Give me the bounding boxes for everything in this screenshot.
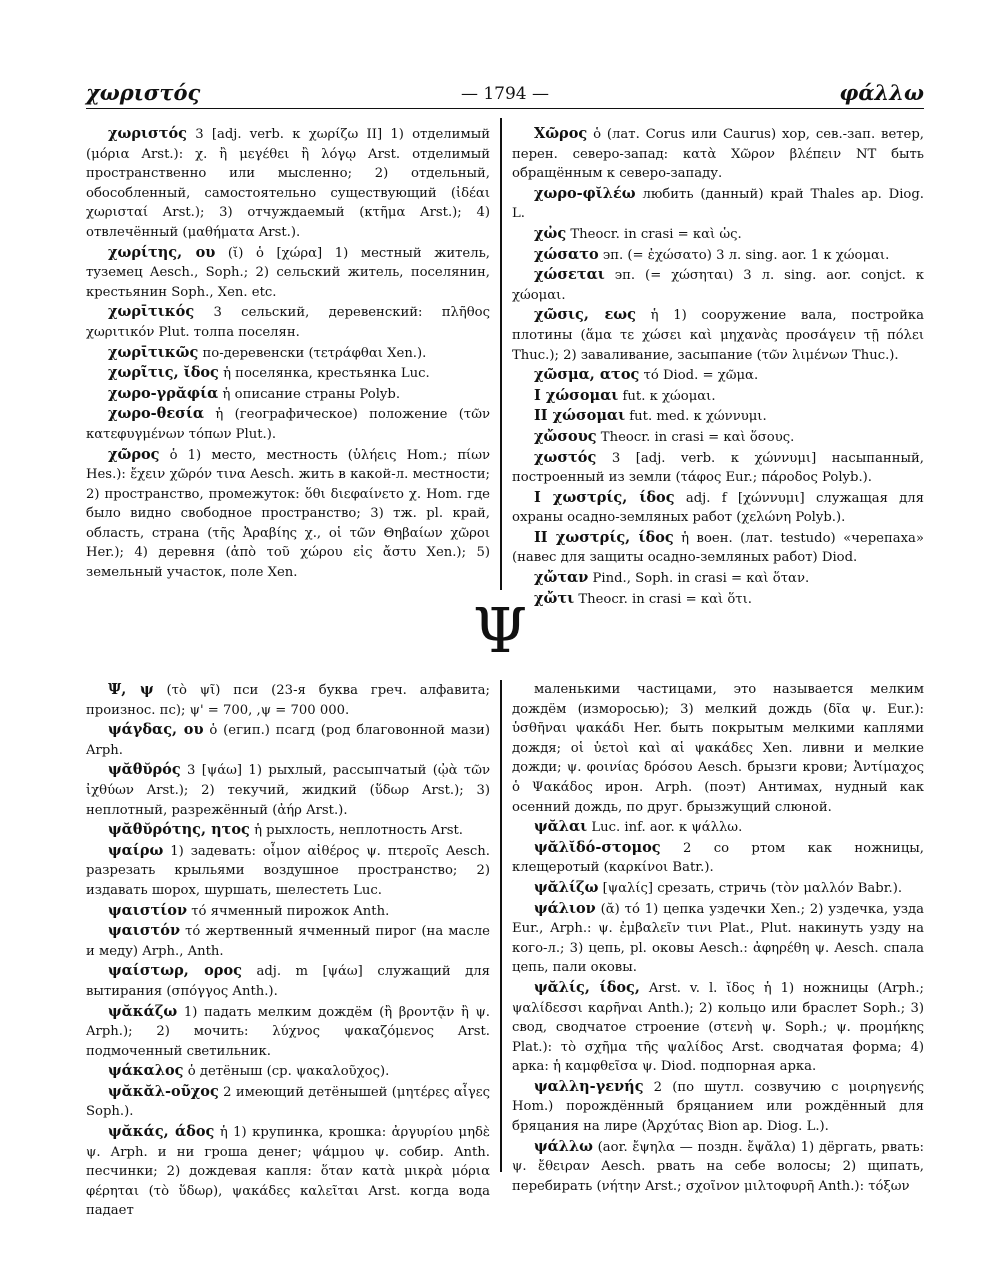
entry-headword: ψᾰλίζω (534, 878, 599, 896)
entry-text: ἡ 1) сооружение вала, постройка плотины (ἅμα τε χώσει καὶ μηχανὰς προσάγειν τῇ πόλει Thuc.); 2) заваливание, засыпание (τῶν λιμένων Thuc.). (512, 308, 924, 363)
section-letter: Ψ (472, 594, 528, 667)
entry-text: Arst. v. l. ῐδος ἡ 1) ножницы (Arph.; ψαλίδεσσι καρῆναι Anth.); 2) кольцо или браслет Soph.; 3) свод, сводчатое строение (στενὴ ψ. Soph.; ψ. προμήκης Plat.): τὸ σχῆμα τῆς ψαλίδος Arst. сводчатая форма; 4) арка: ἡ καμφθεῖσα ψ. Diod. подпорная арка. (512, 980, 924, 1075)
entry-text: любить (данный) край Thales ap. Diog. L. (512, 186, 924, 222)
dictionary-entry (512, 365, 924, 386)
column-bottom-right (512, 680, 924, 1194)
dictionary-entry (512, 899, 924, 978)
entry-text: τό ячменный пирожок Anth. (187, 903, 390, 919)
dictionary-entry (86, 384, 490, 405)
entry-headword: χωρο-γρᾰφία (108, 384, 219, 402)
column-bottom-left (86, 680, 491, 1219)
column-divider-bottom (500, 680, 502, 1172)
dictionary-entry (86, 921, 490, 961)
entry-headword: χὤσους (534, 427, 597, 445)
entry-headword: ψαίρω (108, 841, 164, 859)
dictionary-entry (512, 528, 924, 568)
dictionary-entry (512, 224, 924, 245)
dictionary-entry (86, 343, 490, 364)
dictionary-entry (86, 243, 490, 303)
entry-text: ὁ (лат. Corus или Caurus) хор, сев.-зап. ветер, перен. северо-запад: κατὰ Χῶρον βλέπειν NT быть обращённым к северо-западу. (512, 127, 924, 182)
entry-text: 2 (по шутл. созвучию с μοιρηγενής Hom.) порождённый бряцанием или рождённый для бряцания на лире (Ἀρχύτας Bion ap. Diog. L.). (512, 1079, 924, 1135)
entry-headword: χωρῑτικός (108, 303, 195, 321)
entry-text: fut. med. к χώννυμι. (625, 409, 767, 425)
column-divider-top (500, 118, 502, 590)
entry-headword: χωρο-θεσία (108, 405, 205, 423)
dictionary-entry (512, 265, 924, 305)
page-header (86, 80, 924, 109)
dictionary-entry (512, 245, 924, 266)
entry-headword: χὠς (534, 224, 567, 242)
dictionary-entry (86, 363, 490, 384)
dictionary-entry (512, 838, 924, 878)
entry-headword: ψᾰλαι (534, 818, 588, 836)
entry-headword: ψᾰθῠρότης, ητος (108, 821, 250, 839)
dictionary-entry (86, 760, 490, 820)
entry-text: ἡ 1) крупинка, крошка: ἀργυρίου μηδὲ ψ. Arph. и ни гроша денег; ψάμμου ψ. собир. Anth. песчинки; 2) дождевая капля: ὅταν κατὰ μικρὰ μόρια φέρηται (τὸ ὕδωρ), ψακάδες καλεῖται Arst. когда вода падает (86, 1125, 490, 1219)
entry-text: 1) задевать: οἶμον αἰθέρος ψ. πτεροῖς Aesch. разрезать крыльями воздушное пространство; 2) издавать шорох, шуршать, шелестеть Luc. (86, 843, 490, 898)
dictionary-entry (86, 901, 490, 922)
entry-text: fut. к χώομαι. (618, 388, 716, 404)
dictionary-entry (86, 302, 490, 342)
entry-headword: ψᾰλίς, ίδος, (534, 978, 640, 996)
entry-text: (ῐ) ὁ [χώρα] 1) местный житель, туземец Aesch., Soph.; 2) сельский житель, поселянин, крестьянин Soph., Xen. etc. (86, 245, 490, 300)
entry-headword: ψᾰκάζω (108, 1002, 178, 1020)
dictionary-entry (86, 680, 490, 720)
entry-headword: ψᾰλῐδό-στομος (534, 838, 661, 856)
dictionary-entry (512, 1077, 924, 1137)
entry-text: τό жертвенный ячменный пирог (на масле и меду) Arph., Anth. (86, 924, 490, 959)
entry-text: эп. (= χώσηται) 3 л. sing. aor. conjct. к χώομαι. (512, 268, 924, 303)
dictionary-entry (512, 427, 924, 448)
entry-headword: ψᾰθῠρός (108, 761, 181, 779)
entry-headword: I χωστρίς, ίδος (534, 488, 675, 506)
dictionary-entry (512, 878, 924, 899)
entry-headword: ψαλλη-γενής (534, 1077, 644, 1095)
dictionary-entry (512, 406, 924, 427)
entry-text: (τὸ ψῖ) пси (23-я буква греч. алфавита; произнос. пс); ψ' = 700, ,ψ = 700 000. (86, 683, 490, 718)
entry-text: Theocr. in crasi = καὶ ὅσους. (596, 429, 795, 445)
entry-text: 3 [ψάω] 1) рыхлый, рассыпчатый (ᾠὰ τῶν ἰχθύων Arst.); 2) текучий, жидкий (ὕδωρ Arst.); 3) неплотный, разрежённый (ἀήρ Arst.). (86, 763, 490, 818)
entry-headword: χωρῖτις, ῐδος (108, 364, 219, 382)
entry-headword: Χῶρος (534, 125, 588, 142)
dictionary-entry (512, 978, 924, 1077)
running-headword-right: φάλλω (839, 80, 924, 105)
dictionary-entry (512, 124, 924, 184)
entry-text: (aor. ἔψηλα — поздн. ἔψᾰλα) 1) дёргать, рвать: ψ. ἔθειραν Aesch. рвать на себе волосы; 2) щипать, перебирать (νήτην Arst.; σχοῖνον μιλτοφυρῆ Anth.): τόξων (512, 1139, 924, 1194)
entry-headword: ψαιστίον (108, 901, 188, 919)
entry-headword: ψάκαλος (108, 1062, 184, 1080)
entry-text: ὁ 1) место, местность (ὑλήεις Hom.; πίων Hes.): ἔχειν χῶρόν τινα Aesch. жить в какой-л. местности; 2) пространство, промежуток: ὅθι διεφαίνετο χ. Hom. где было видно свободное пространство; 3) тж. pl. край, область, страна (τῆς Ἀραβίης χ., οἱ τῶν Θηβαίων χῶροι Her.); 4) деревня (ἀπὸ τοῦ χώρου εἰς ἄστυ Xen.); 5) земельный участок, поле Xen. (86, 447, 490, 581)
entry-headword: ψάλλω (534, 1137, 593, 1155)
entry-text: ἡ (географическое) положение (τῶν κατεφυγμένων τόπων Plut.). (86, 407, 490, 442)
entry-headword: I χώσομαι (534, 386, 619, 404)
dictionary-entry (512, 386, 924, 407)
entry-text: ἡ воен. (лат. testudo) «черепаха» (навес для защиты осадно-земляных работ) Diod. (512, 530, 924, 566)
dictionary-entry (86, 404, 490, 444)
dictionary-entry (86, 961, 490, 1001)
entry-headword: II χώσομαι (534, 407, 626, 425)
column-top-left (86, 124, 490, 582)
dictionary-entry (86, 820, 490, 841)
entry-headword: χωρίτης, ου (108, 243, 216, 261)
entry-headword: ψᾰκάς, άδος (108, 1123, 215, 1141)
entry-text: adj. m [ψάω] служащий для вытирания (σπόγγος Anth.). (86, 964, 491, 999)
entry-headword: ψάγδας, ου (108, 721, 204, 739)
entry-headword: χῶσμα, ατος (534, 366, 640, 384)
entry-text: маленькими частицами, это называется мелким дождём (изморосью); 3) мелкий дождь (δῖα ψ. Eur.): ὑσθῆναι ψακάδι Her. быть покрытым мелкими каплями дождя; οἱ ὑετοὶ καὶ αἱ ψακάδες Xen. ливни и мелкие дожди; ψ. φοινίας δρόσου Aesch. брызги крови; Ἀντίμαχος ὁ Ψακάδος ирон. Arph. (поэт) Антимах, нудный как осенний дождь, по друг. брызжущий слюной. (512, 682, 924, 815)
dictionary-entry (86, 1002, 490, 1062)
dictionary-entry (512, 817, 924, 838)
dictionary-entry (86, 1122, 490, 1221)
entry-text: Theocr. in crasi = καὶ ὅτι. (574, 591, 752, 607)
dictionary-entry (86, 1082, 490, 1122)
entry-text: adj. f [χώννυμι] служащая для охраны осадно-земляных работ (χελώνη Polyb.). (512, 490, 924, 526)
entry-headword: χὤτι (534, 589, 575, 607)
entry-text: Theocr. in crasi = καὶ ὡς. (566, 226, 742, 242)
dictionary-entry (86, 720, 490, 760)
entry-headword: χωριστός (108, 125, 187, 142)
entry-text: Pind., Soph. in crasi = καὶ ὅταν. (588, 571, 810, 587)
entry-headword: χωρο-φῐλέω (534, 184, 636, 202)
dictionary-entry (86, 1061, 490, 1082)
entry-text: 2 со ртом как ножницы, клещеротый (καρκίνοι Batr.). (512, 840, 924, 876)
entry-text: (ᾰ) τό 1) цепка уздечки Xen.; 2) уздечка, узда Eur., Arph.: ψ. ἐμβαλεῖν τινι Plat., Plut. накинуть узду на кого-л.; 3) цепь, pl. оковы Aesch.: ἀφηρέθη ψ. Aesch. спала цепь, пали оковы. (512, 901, 924, 976)
dictionary-entry (512, 488, 924, 528)
dictionary-entry (512, 448, 924, 488)
running-headword-left: χωριστός (86, 80, 201, 105)
dictionary-entry (86, 124, 490, 243)
page-number: — 1794 — (460, 84, 550, 104)
entry-text: τό Diod. = χῶμα. (639, 368, 759, 384)
entry-text: по-деревенски (τετράφθαι Xen.). (198, 345, 427, 361)
entry-text: 3 [adj. verb. к χώννυμι] насыпанный, построенный из земли (τάφος Eur.; πάροδος Polyb.). (512, 450, 924, 486)
entry-headword: ψᾰκᾰλ-οῦχος (108, 1082, 219, 1100)
entry-text: ἡ поселянка, крестьянка Luc. (218, 366, 430, 382)
entry-text: ὁ детёныш (ср. ψακαλοῦχος). (183, 1064, 390, 1080)
entry-text: Luc. inf. aor. к ψάλλω. (587, 820, 743, 836)
dictionary-entry (512, 305, 924, 365)
entry-headword: χωστός (534, 448, 597, 466)
dictionary-entry (512, 680, 924, 817)
entry-text: 1) падать мелким дождём (ἢ βροντᾷν ἢ ψ. Arph.); 2) мочить: λύχνος ψακαζόμενος Arst. подмоченный светильник. (86, 1004, 490, 1059)
entry-headword: Ψ, ψ (108, 681, 154, 698)
entry-headword: χωρῑτικῶς (108, 343, 199, 361)
dictionary-entry (86, 841, 490, 901)
entry-headword: ψαιστόν (108, 922, 181, 940)
entry-headword: II χωστρίς, ίδος (534, 528, 674, 546)
entry-headword: χώσεται (534, 266, 605, 284)
dictionary-entry (512, 568, 924, 589)
entry-text: 2 имеющий детёнышей (μητέρες αἶγες Soph.). (86, 1084, 490, 1120)
entry-text: ἡ описание страны Polyb. (218, 386, 401, 402)
entry-text: ἡ рыхлость, неплотность Arst. (249, 823, 463, 839)
entry-headword: ψαίστωρ, ορος (108, 962, 242, 980)
entry-text: эп. (= ἐχώσατο) 3 л. sing. aor. 1 к χώομαι. (598, 247, 890, 263)
entry-text: 3 [adj. verb. к χωρίζω II] 1) отделимый (μόρια Arst.): χ. ἢ μεγέθει ἢ λόγῳ Arst. отделимый пространственно или мысленно; 2) отдельный, обособленный, самостоятельно существующий (ἰδέαι χωρισταί Arst.); 3) отчуждаемый (κτῆμα Arst.); 4) отвлечённый (μαθήματα Arst.). (86, 127, 490, 240)
entry-headword: χῶσις, εως (534, 306, 636, 324)
entry-headword: χώσατο (534, 245, 599, 263)
entry-headword: χῶρος (108, 445, 160, 463)
entry-text: 3 сельский, деревенский: πλῆθος χωριτικόν Plut. толпа поселян. (86, 305, 490, 340)
dictionary-entry (512, 184, 924, 224)
entry-headword: χὤταν (534, 569, 589, 587)
entry-text: [ψαλίς] срезать, стричь (τὸν μαλλόν Babr.). (598, 880, 903, 896)
entry-headword: ψάλιον (534, 899, 596, 917)
column-top-right (512, 124, 924, 607)
dictionary-entry (512, 1137, 924, 1197)
entry-text: ὁ (егип.) псагд (род благовонной мази) Arph. (86, 723, 490, 758)
dictionary-entry (86, 445, 490, 583)
